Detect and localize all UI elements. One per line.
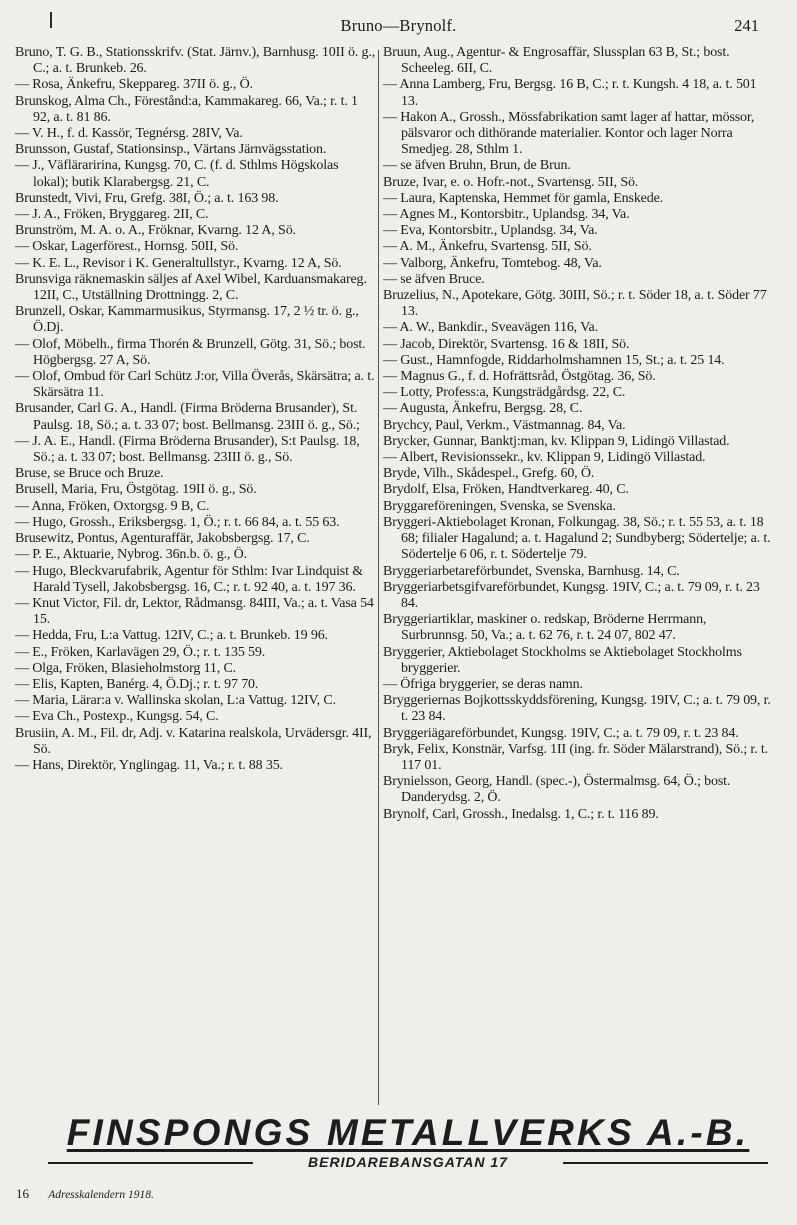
directory-entry: Brynolf, Carl, Grossh., Inedalsg. 1, C.; r. t. 116 89. [383,806,659,822]
banner-rule-right [563,1162,768,1164]
directory-entry: — J. A., Fröken, Bryggareg. 2II, C. [15,207,209,223]
directory-entry: — Jacob, Direktör, Svartensg. 16 & 18II, Sö. [383,336,630,352]
directory-entry: Brunsviga räknemaskin säljes af Axel Wibel, Karduansmakareg. 12II, C., Utställning Drottningg. 2, C. [15,271,367,304]
directory-entry: — Laura, Kaptenska, Hemmet för gamla, Enskede. [383,190,663,206]
directory-entry: — Augusta, Änkefru, Bergsg. 28, C. [383,401,583,417]
directory-entry: — A. M., Änkefru, Svartensg. 5II, Sö. [383,239,592,255]
directory-entry: — Hedda, Fru, L:a Vattug. 12IV, C.; a. t. Brunkeb. 19 96. [15,628,328,644]
directory-entry: — se äfven Bruce. [383,271,485,287]
directory-entry: — Olof, Möbelh., firma Thorén & Brunzell, Götg. 31, Sö.; bost. Högbergsg. 27 A, Sö. [15,336,366,368]
directory-entry: Bryggerier, Aktiebolaget Stockholms se Aktiebolaget Stockholms bryggerier. [383,644,742,676]
directory-entry: — Hugo, Bleckvarufabrik, Agentur för Sthlm: Ivar Lindquist & Harald Tysell, Jakobsbergsg. 16, C.; r. t. 92 40, a. t. 197 36. [15,563,363,595]
advertisement-banner [48,1112,768,1176]
directory-entry: Brychcy, Paul, Verkm., Västmannag. 84, Va. [383,417,626,433]
directory-entry: — Olga, Fröken, Blasieholmstorg 11, C. [15,660,237,676]
directory-entry: Brunström, M. A. o. A., Fröknar, Kvarng. 12 A, Sö. [15,223,296,239]
directory-entry: Brusiin, A. M., Fil. dr, Adj. v. Katarina realskola, Urvädersgr. 4II, Sö. [15,725,372,757]
banner-address-row [48,1154,768,1170]
directory-entry: — Knut Victor, Fil. dr, Lektor, Rådmansg. 84III, Va.; a. t. Vasa 54 15. [15,595,374,628]
directory-entry: — Agnes M., Kontorsbitr., Uplandsg. 34, Va. [383,207,630,223]
directory-entry: — Hans, Direktör, Ynglingag. 11, Va.; r. t. 88 35. [15,757,283,773]
directory-entry: — Maria, Lärar:a v. Wallinska skolan, L:a Vattug. 12IV, C. [15,693,336,709]
right-column [383,45,775,1225]
directory-entry: — Albert, Revisionssekr., kv. Klippan 9, Lidingö Villastad. [383,450,706,466]
directory-entry: Bruze, Ivar, e. o. Hofr.-not., Svartensg. 5II, Sö. [383,174,639,190]
directory-entry: — se äfven Bruhn, Brun, de Brun. [383,158,571,174]
directory-entry: — Rosa, Änkefru, Skeppareg. 37II ö. g., Ö. [15,77,253,93]
directory-entry: — Lotty, Profess:a, Kungsträdgårdsg. 22, C. [383,385,626,401]
column-divider [378,50,379,1105]
directory-entry: Brusander, Carl G. A., Handl. (Firma Bröderna Brusander), St. Paulsg. 18, Sö.; a. t. 33 07; bost. Bellmansg. 23III ö. g., Sö.; [15,401,360,433]
directory-entry: Brydolf, Elsa, Fröken, Handtverkareg. 40, C. [383,482,629,498]
directory-entry: Bruse, se Bruce och Bruze. [15,466,164,482]
directory-entry: — Valborg, Änkefru, Tomtebog. 48, Va. [383,255,602,271]
directory-entry: Bryggeriägareförbundet, Kungsg. 19IV, C.; a. t. 79 09, r. t. 23 84. [383,725,739,741]
directory-entry: — P. E., Aktuarie, Nybrog. 36n.b. ö. g., Ö. [15,547,247,563]
page-number: 241 [734,16,759,35]
directory-entry: — V. H., f. d. Kassör, Tegnérsg. 28IV, Va. [15,126,243,142]
directory-entry: Brynielsson, Georg, Handl. (spec.-), Östermalmsg. 64, Ö.; bost. Danderydsg. 2, Ö. [383,774,731,806]
directory-entry: — Eva, Kontorsbitr., Uplandsg. 34, Va. [383,223,598,239]
footer-number: 16 [16,1186,29,1201]
banner-rule-left [48,1162,253,1164]
directory-entry: Bryk, Felix, Konstnär, Varfsg. 1II (ing. fr. Söder Mälarstrand), Sö.; r. t. 117 01. [383,741,768,773]
directory-entry: — Olof, Ombud för Carl Schütz J:or, Villa Överås, Skärsätra; a. t. Skärsätra 11. [15,369,375,401]
directory-entry: Brycker, Gunnar, Banktj:man, kv. Klippan 9, Lidingö Villastad. [383,433,730,449]
directory-entry: — K. E. L., Revisor i K. Generaltullstyr., Kvarng. 12 A, Sö. [15,255,342,271]
directory-entry: — A. W., Bankdir., Sveavägen 116, Va. [383,320,598,336]
directory-entry: — E., Fröken, Karlavägen 29, Ö.; r. t. 135 59. [15,644,266,660]
directory-entry: Brusewitz, Pontus, Agenturaffär, Jakobsbergsg. 17, C. [15,531,310,547]
directory-entry: Brusell, Maria, Fru, Östgötag. 19II ö. g., Sö. [15,482,257,498]
directory-entry: Bryggeriarbetsgifvareförbundet, Kungsg. 19IV, C.; a. t. 79 09, r. t. 23 84. [383,579,760,611]
page-title: Bruno—Brynolf. [340,16,457,35]
directory-entry: Brunzell, Oskar, Kammarmusikus, Styrmansg. 17, 2 ½ tr. ö. g., Ö.Dj. [15,304,359,336]
directory-entry: Brunskog, Alma Ch., Förestånd:a, Kammakareg. 66, Va.; r. t. 1 92, a. t. 81 86. [15,93,358,125]
banner-company: FINSPONGS METALLVERKS A.-B. [66,1112,750,1153]
directory-entry: Bryde, Vilh., Skådespel., Grefg. 60, Ö. [383,466,595,482]
directory-entry: — Oskar, Lagerförest., Hornsg. 50II, Sö. [15,239,239,255]
directory-entry: Bruun, Aug., Agentur- & Engrosaffär, Slussplan 63 B, St.; bost. Scheeleg. 6II, C. [383,45,730,77]
directory-entry: — Eva Ch., Postexp., Kungsg. 54, C. [15,709,219,725]
directory-entry: — Hugo, Grossh., Eriksbergsg. 1, Ö.; r. t. 66 84, a. t. 55 63. [15,514,340,530]
directory-entry: — Öfriga bryggerier, se deras namn. [383,676,583,692]
directory-entry: — Magnus G., f. d. Hofrättsråd, Östgötag. 36, Sö. [383,369,656,385]
banner-address: BERIDAREBANSGATAN 17 [308,1154,508,1170]
left-column [15,45,377,1225]
directory-entry: — J., Väfläraririna, Kungsg. 70, C. (f. d. Sthlms Högskolas lokal); butik Klarabergsg. 21, C. [15,158,339,190]
directory-entry: Bruzelius, N., Apotekare, Götg. 30III, Sö.; r. t. Söder 18, a. t. Söder 77 13. [383,288,767,320]
directory-entry: Brunstedt, Vivi, Fru, Grefg. 38I, Ö.; a. t. 163 98. [15,190,279,206]
directory-entry: Brunsson, Gustaf, Stationsinsp., Värtans Järnvägsstation. [15,142,327,158]
directory-entry: — J. A. E., Handl. (Firma Bröderna Brusander), S:t Paulsg. 18, Sö.; a. t. 33 07; bost. Bellmansg. 23III ö. g., Sö. [15,433,360,466]
footer-source: Adresskalendern 1918. [48,1189,154,1201]
directory-entry: Bryggeriarbetareförbundet, Svenska, Barnhusg. 14, C. [383,563,680,579]
directory-entry: — Gust., Hamnfogde, Riddarholmshamnen 15, St.; a. t. 25 14. [383,352,725,368]
directory-entry: Bruno, T. G. B., Stationsskrifv. (Stat. Järnv.), Barnhusg. 10II ö. g., C.; a. t. Brunkeb. 26. [15,45,376,77]
directory-entry: — Elis, Kapten, Banérg. 4, Ö.Dj.; r. t. 97 70. [15,676,259,692]
page-header [0,16,797,42]
directory-entry: — Anna, Fröken, Oxtorgsg. 9 B, C. [15,498,210,514]
directory-entry: Bryggeri-Aktiebolaget Kronan, Folkungag. 38, Sö.; r. t. 55 53, a. t. 18 68; filialer Hagalund; a. t. Hagalund 2; Sundbyberg; Södertelje; a. t. Södertelje 6 06, r. t. Södertelje 79. [383,514,771,563]
directory-entry: — Anna Lamberg, Fru, Bergsg. 16 B, C.; r. t. Kungsh. 4 18, a. t. 501 13. [383,77,757,109]
directory-entry: Bryggeriartiklar, maskiner o. redskap, Bröderne Herrmann, Surbrunnsg. 50, Va.; a. t. 62 76, r. t. 24 07, 802 47. [383,612,707,644]
directory-entry: Bryggeriernas Bojkottsskyddsförening, Kungsg. 19IV, C.; a. t. 79 09, r. t. 23 84. [383,693,771,725]
directory-entry: — Hakon A., Grossh., Mössfabrikation samt lager af hattar, mössor, pälsvaror och dithörande materialier. Kontor och lager Norra Smedjeg. 28, Sthlm 1. [383,109,755,158]
directory-entry: Bryggareföreningen, Svenska, se Svenska. [383,498,616,514]
page-footer [16,1186,154,1202]
